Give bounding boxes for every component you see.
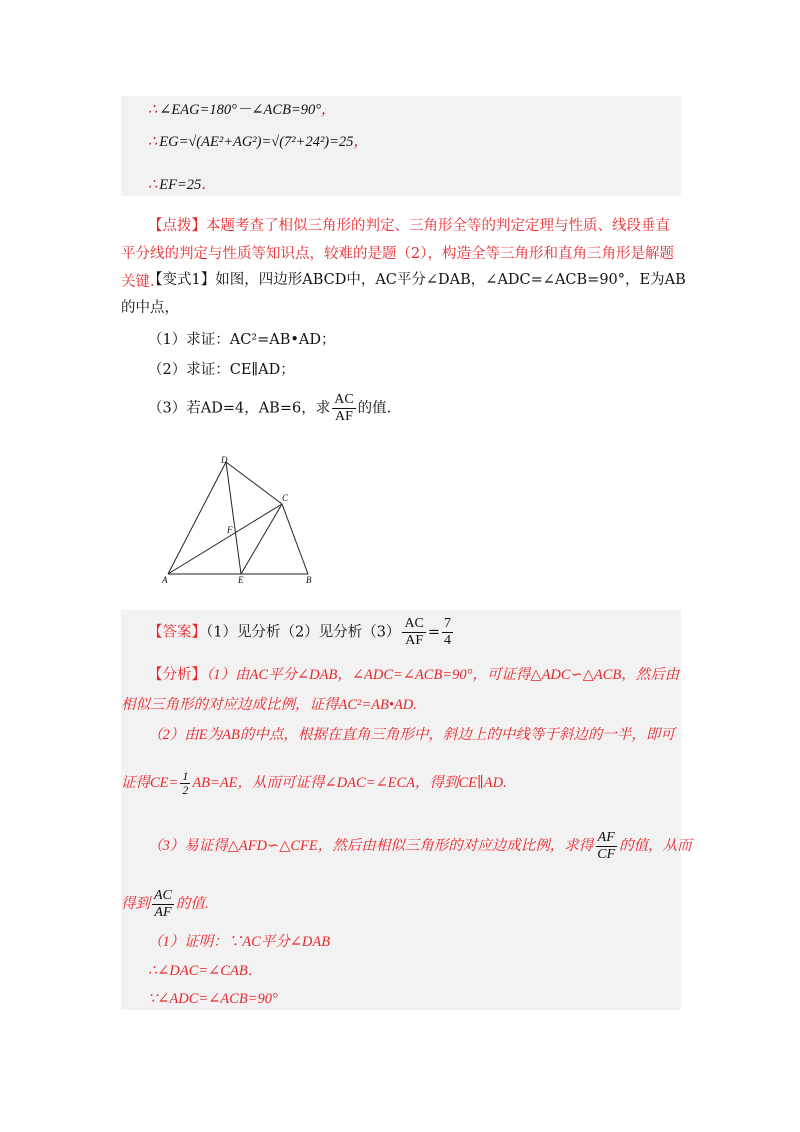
fraction-af-cf [595,830,617,863]
fraction-numerator: AC [334,392,354,407]
fraction-numerator: AF [597,830,615,845]
question-3 [148,392,391,425]
fraction-ac-af [152,888,174,921]
fraction-denominator: AF [334,409,353,424]
label-e: E [238,575,244,585]
label-d: D [221,455,228,465]
segment-cb [282,504,308,574]
question-1: （1）求证：AC²=AB•AD； [148,332,336,348]
solution-line-3 [148,175,218,195]
fraction-numerator: AC [154,888,172,903]
half-fraction [180,770,190,797]
analysis-label: 【分析】 [148,667,206,683]
label-f: F [227,525,233,535]
solution-line-1 [148,100,338,120]
analysis-line-6 [121,888,209,921]
analysis-p2b-post: AB=AE，从而可证得∠DAC=∠ECA，得到CE∥AD. [192,774,507,791]
equals-sign: = [427,624,441,641]
analysis-p3a-pre: （3）易证得△AFD∽△CFE，然后由相似三角形的对应边成比例，求得 [148,837,594,854]
comma: ， [353,134,368,150]
variant-title-cont: 的中点， [121,300,179,316]
geometry-figure [158,452,323,587]
fraction-numerator: 7 [444,616,452,631]
fraction-ac-af [332,392,355,425]
analysis-line-5 [148,830,692,863]
analysis-line-1 [148,665,679,685]
analysis-p3a-post: 的值，从而 [619,837,692,854]
ef-length-text: EF=25 [159,177,202,193]
fraction-numerator: AC [404,616,424,631]
label-a: A [162,575,168,585]
segment-ac [168,504,282,574]
segment-de [226,462,241,574]
fraction-denominator: CF [597,847,616,862]
segment-ce [241,504,282,574]
therefore-symbol: ∴ [148,102,158,118]
therefore-symbol: ∴ [148,177,158,193]
fraction-denominator: AF [154,905,172,920]
answer-value-fraction [442,616,453,649]
answer-line [148,616,455,649]
solution-line-2 [148,132,370,152]
analysis-p3b-post: 的值. [175,895,209,912]
analysis-p2b-pre: 证得CE= [121,774,179,791]
question-2: （2）求证：CE∥AD； [148,362,295,378]
period: ． [201,177,216,193]
analysis-p3b-pre: 得到 [121,895,150,912]
fraction-denominator: 4 [444,633,452,648]
segment-ad [168,462,226,574]
answer-fraction [402,616,425,649]
label-c: C [282,493,289,503]
therefore-symbol: ∴ [148,134,158,150]
answer-label: 【答案】 [148,624,206,641]
analysis-line-4 [121,770,507,797]
fraction-numerator: 1 [182,769,189,783]
label-b: B [306,575,312,585]
proof-line-2: ∴∠DAC=∠CAB． [148,963,263,979]
analysis-line-2: 相似三角形的对应边成比例，证得AC²=AB•AD. [121,697,417,713]
answer-text: （1）见分析（2）见分析（3） [206,624,401,641]
analysis-p1a: （1）由AC平分∠DAB，∠ADC=∠ACB=90°，可证得△ADC∽△ACB，然后由 [206,667,680,683]
question-3-text: （3）若AD=4，AB=6，求 [148,400,331,417]
variant-title: 【变式1】如图，四边形ABCD中，AC平分∠DAB，∠ADC=∠ACB=90°，E为AB [148,272,686,288]
remark-label: 【点拨】 [148,218,206,234]
question-3-suffix: 的值. [357,400,392,417]
fraction-denominator: 2 [182,783,189,797]
remark-text: 本题考查了相似三角形的判定、三角形全等的判定定理与性质、线段垂直平分线的判定与性质等知识点，较难的是题（2），构造全等三角形和直角三角形是解题关键. [121,218,674,290]
segment-dc [226,462,282,504]
angle-eag-text: ∠EAG=180°－∠ACB=90° [159,102,322,118]
comma: ， [321,102,336,118]
fraction-denominator: AF [405,633,424,648]
eg-length-text: EG=√(AE²+AG²)=√(7²+24²)=25 [159,134,354,150]
proof-line-1: （1）证明：∵AC平分∠DAB [148,934,331,950]
proof-line-3: ∵∠ADC=∠ACB=90° [148,991,278,1007]
analysis-line-3: （2）由E为AB的中点，根据在直角三角形中，斜边上的中线等于斜边的一半，即可 [148,727,675,743]
